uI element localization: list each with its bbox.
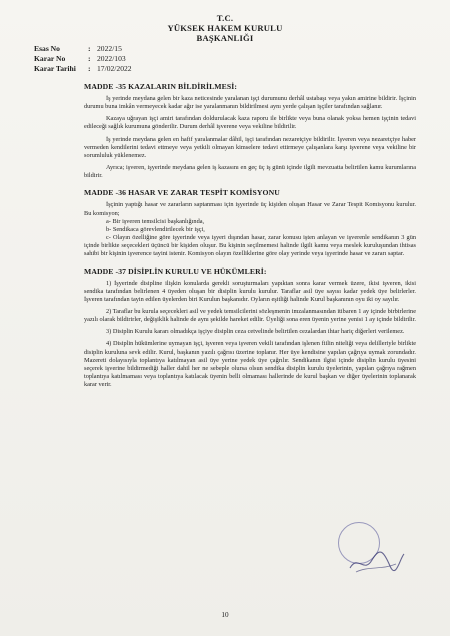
meta-value: 2022/103 [97, 54, 126, 64]
meta-colon: : [88, 54, 91, 64]
section-article-37 [84, 267, 416, 390]
meta-row-decision-date [34, 64, 132, 74]
meta-label: Karar No [34, 54, 66, 64]
document-body [84, 82, 416, 393]
meta-label: Karar Tarihi [34, 64, 76, 74]
section-heading: MADDE -36 HASAR VE ZARAR TESPİT KOMİSYONU [84, 188, 280, 198]
paragraph: İş yerinde meydana gelen en hafif yaralanmalar dâhil, işçi tarafından nezaretçiye bildirilir. İşveren veya nezaretçiye haber vermeden kendilerini tedavi ettmeye veya yetkili olmayan kimselere tedavi ettirmeye çalışanlara karşı işverene veya vekiline bir sorumluluk yüklenemez. [84, 135, 416, 159]
meta-value: 17/02/2022 [97, 64, 132, 74]
section-article-35 [84, 82, 416, 180]
paragraph: Kazaya uğrayan işçi amiri tarafından doldurulacak kaza raporu ile birlikte veya buna olanak yoksa hemen işçinin tedavi edileceği sağlık kurumuna gönderilir. Durum derhâl işverene veya vekiline bildirilir. [84, 115, 416, 131]
document-header [0, 13, 450, 43]
meta-row-decision-no [34, 54, 132, 64]
meta-value: 2022/15 [97, 44, 122, 53]
paragraph: 3) Disiplin Kurulu kararı olmadıkça işçiye disiplin ceza cetvelinde belirtilen cezalardan ihtar hariç diğerleri verilemez. [106, 328, 405, 336]
meta-colon: : [88, 64, 91, 74]
header-country: T.C. [216, 13, 234, 23]
paragraph: 4) Disiplin hükümlerine uymayan işçi, işveren veya işveren vekili tarafından işlenen fiilin niteliği veya delilleriyle birlikte disiplin kuruluna sevk edilir. Kurul, başkanın yazılı çağrısı üzerine toplanır. Her üye kendisine yapılan çağrıya uymak zorundadır. Mazereti dolayısıyla toplantıya katılmayan asil üye yerine yedek üye çağrılır. Sendikanın ilgisi içinde disiplin kurulu üyesini seçerek işverine bildirmediği haller dahil her ne sebeple olursa olsun sendika disiplin kurulu üyelerinin, yapılan çağrıya rağmen toplantıya katılmaması veya toplantıya katılacak üyenin belli olmaması hallerinde de kurul başkan ve diğer üyelerinin toplanarak karar verir. [84, 340, 416, 389]
meta-label: Esas No [34, 44, 60, 53]
meta-row-case-no [34, 44, 132, 54]
paragraph: İş yerinde meydana gelen bir kaza neticesinde yaralanan işçi durumunu derhâl ustabaşı veya yakın amirine bildirir. İşçinin durumu buna imkân vermeyecek kadar ağır ise yaralanmanın bildirilmesi aynı yerde çalışan işçiler tarafından sağlanır. [84, 95, 416, 111]
handwritten-signature [346, 548, 406, 576]
header-institution: YÜKSEK HAKEM KURULU [167, 23, 283, 33]
paragraph: Ayrıca; işveren, işyerinde meydana gelen iş kazasını en geç üç iş günü içinde ilgili mevzuatta belirtilen kamu kurumlarına bildirir. [84, 164, 416, 180]
paragraph: 2) Taraflar bu kurula seçecekleri asil ve yedek temsilcilerini sözleşmenin imzalanmasından itibaren 1 ay içinde birbirlerine yazılı olarak bildirirler, değişiklik halinde de aynı şekilde hareket edilir. Üyeliği sona eren üyenin yerine yenisi 1 ay içinde bildirilir. [84, 307, 416, 324]
section-article-36 [84, 188, 416, 258]
paragraph: İşçinin yaptığı hasar ve zararların saptanması için işyerinde üç kişiden oluşan Hasar ve Zarar Tespit Komisyonu kurulur. Bu komisyon; [84, 201, 416, 217]
meta-colon: : [88, 44, 91, 53]
list-item: a- Bir işveren temsilcisi başkanlığında, [106, 217, 205, 225]
list-item: b- Sendikaca görevlendirilecek bir işçi, [106, 225, 205, 233]
section-heading: MADDE -35 KAZALARIN BİLDİRİLMESİ: [84, 82, 238, 91]
paragraph: 1) İşyerinde disipline ilişkin konularda gerekli soruşturmaları yapıktan sonra karar vermek üzere, ikisi işveren, ikisi sendika tarafından belirlenen 4 üyeden oluşan bir disiplin kurulu kurulur. Taraflar asil üye sayısı kadar yedek üye belirlerler. İşveren tarafından tayin edilen üyelerden biri Kurulun başkanıdır. Oyların eşitliği halinde Kurul başkanının oyu iki oy sayılır. [84, 279, 416, 303]
header-department: BAŞKANLIĞI [196, 33, 254, 43]
section-heading: MADDE -37 DİSİPLİN KURULU VE HÜKÜMLERİ: [84, 266, 267, 276]
list-item: c- Olayın özelliğine göre işyerinde veya işyeri dışından hasar, zarar konusu işten anlayan ve işverenle sendikanın 3 gün içinde birlikte seçecekleri üçüncü bir kişiden oluşur. Bu kişinin seçilmemesi halinde ilgili kamu veya meslek kuruluşundan ihtisas sahibi bir kişinin işverence tayini istenir. Komisyon olayın özelliklerine göre olay yerinde veya işyerinde hasar ve zararı saptar. [84, 234, 416, 258]
case-metadata [34, 44, 132, 75]
page-number: 10 [221, 611, 229, 619]
